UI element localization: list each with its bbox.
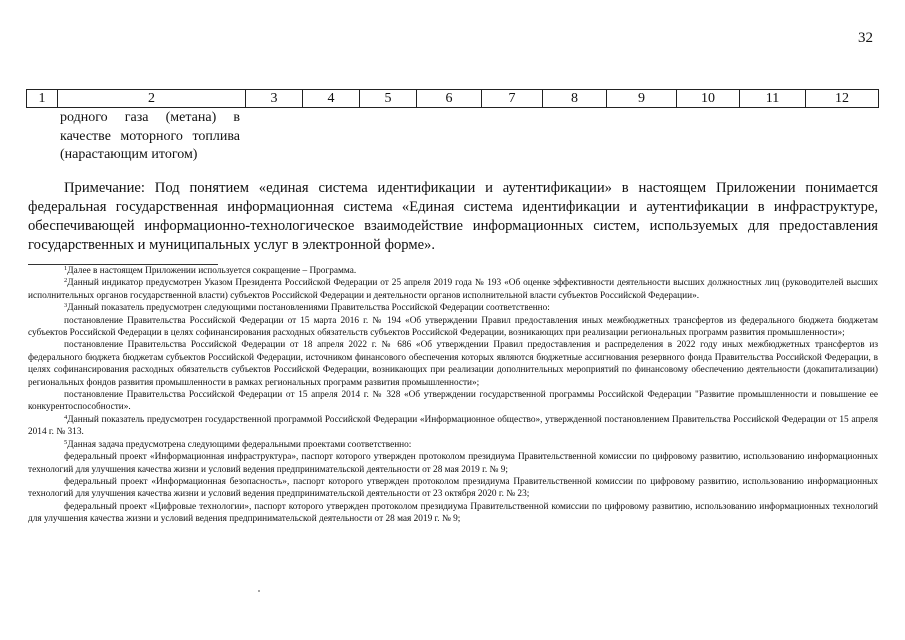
footnote-item	[28, 501, 878, 526]
column-number: 6	[417, 90, 482, 108]
footnote-marker: 5	[64, 438, 68, 446]
column-number: 4	[303, 90, 360, 108]
footnote-text: Далее в настоящем Приложении используется сокращение – Программа.	[67, 266, 357, 276]
footnote-text: федеральный проект «Цифровые технологии», паспорт которого утвержден протоколом президиума Правительственной комиссии по цифровому развитию, использованию информационных технологий для улучшения качества жизни и условий ведения предпринимательской деятельности от 28 мая 2019 г. № 9;	[28, 501, 878, 525]
footnote-item	[28, 265, 878, 277]
table-cell-indicator-text: родного газа (метана) в качестве моторного топлива (нарастающим итогом)	[60, 110, 240, 162]
footnote-item	[28, 315, 878, 340]
footnote-text: постановление Правительства Российской Федерации от 15 марта 2016 г. № 194 «Об утверждении Правил предоставления иных межбюджетных трансфертов из федерального бюджета бюджетам субъектов Российской Федерации в целях софинансирования расходных обязательств субъектов Российской Федерации, возникающих при реализации региональных программ развития промышленности»;	[28, 315, 878, 339]
footnote-text: Данная задача предусмотрена следующими федеральными проектами соответственно:	[67, 439, 412, 450]
footnote-item	[28, 277, 878, 302]
column-number: 10	[677, 90, 740, 108]
note-paragraph: Примечание: Под понятием «единая система идентификации и аутентификации» в настоящем Приложении понимается федеральная государственная информационная система «Единая система идентификации и аутентификации в инфраструктуре, обеспечивающей информационно-технологическое взаимодействие информационных систем, используемых для предоставления государственных и муниципальных услуг в электронной форме».	[28, 180, 878, 253]
footnote-marker: 4	[64, 413, 68, 421]
column-number: 1	[27, 90, 58, 108]
footnote-text: Данный показатель предусмотрен следующими постановлениями Правительства Российской Федерации соответственно:	[67, 303, 550, 314]
footnote-item	[28, 451, 878, 476]
footnote-text: Данный показатель предусмотрен государственной программой Российской Федерации «Информационное общество», утвержденной постановлением Правительства Российской Федерации от 15 апреля 2014 г. № 313.	[28, 414, 878, 438]
footnote-text: постановление Правительства Российской Федерации от 18 апреля 2022 г. № 686 «Об утверждении Правил предоставления и распределения в 2022 году иных межбюджетных трансфертов из федерального бюджета бюджетам субъектов Российской Федерации, источником финансового обеспечения которых являются бюджетные ассигнования резервного фонда Правительства Российской Федерации, в целях софинансирования расходных обязательств субъектов Российской Федерации, возникающих при реализации дополнительных мероприятий по финансовому обеспечению деятельности (докапитализации) региональных фондов развития промышленности в рамках региональных программ развития промышленности»;	[28, 340, 878, 388]
footnote-text: постановление Правительства Российской Федерации от 15 апреля 2014 г. № 328 «Об утверждении государственной программы Российской Федерации "Развитие промышленности и повышение ее конкурентоспособности».	[28, 390, 878, 413]
footnote-marker: 2	[64, 277, 68, 285]
footnote-item	[28, 389, 878, 414]
footnote-text: федеральный проект «Информационная безопасность», паспорт которого утвержден протоколом президиума Правительственной комиссии по цифровому развитию, использованию информационных технологий для улучшения качества жизни и условий ведения предпринимательской деятельности от 23 октября 2020 г. № 23;	[28, 476, 878, 500]
column-number: 8	[543, 90, 607, 108]
column-number: 7	[482, 90, 543, 108]
column-number: 5	[360, 90, 417, 108]
footnote-item	[28, 476, 878, 501]
column-number: 2	[58, 90, 246, 108]
footnote-text: федеральный проект «Информационная инфраструктура», паспорт которого утвержден протоколом президиума Правительственной комиссии по цифровому развитию, использованию информационных технологий для улучшения качества жизни и условий ведения предпринимательской деятельности от 28 мая 2019 г. № 9;	[28, 452, 878, 475]
footnote-marker: 1	[64, 265, 68, 272]
footnote-text: Данный индикатор предусмотрен Указом Президента Российской Федерации от 25 апреля 2019 года № 193 «Об оценке эффективности деятельности высших должностных лиц (руководителей высших исполнительных органов государственной власти) субъектов Российской Федерации и деятельности органов исполнительной власти субъектов Российской Федерации».	[28, 278, 878, 301]
footnote-item	[28, 414, 878, 439]
footnotes	[28, 265, 878, 526]
column-number: 9	[607, 90, 677, 108]
footnote-item	[28, 339, 878, 389]
table-row	[27, 90, 879, 108]
column-number: 12	[806, 90, 879, 108]
footnote-item	[28, 439, 878, 451]
table-column-numbers	[26, 89, 879, 108]
page-number: 32	[858, 30, 873, 46]
scan-speck	[258, 590, 260, 592]
footnote-item	[28, 302, 878, 314]
footnote-marker: 3	[64, 302, 68, 310]
column-number: 3	[246, 90, 303, 108]
column-number: 11	[740, 90, 806, 108]
